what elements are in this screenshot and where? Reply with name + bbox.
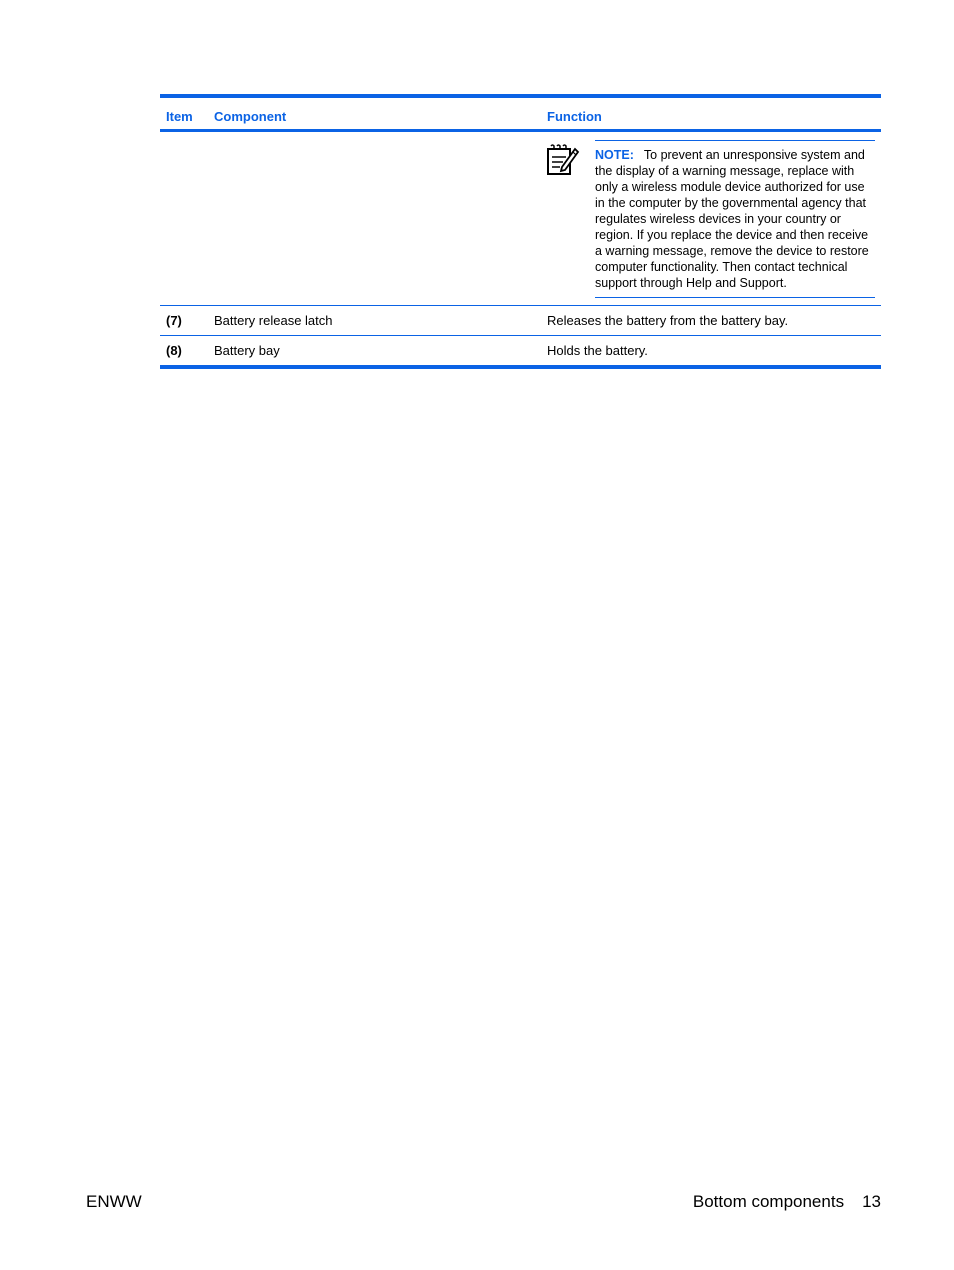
components-table [160,94,881,369]
note-row [160,132,881,306]
row-function: Releases the battery from the battery bay. [547,313,789,328]
table-row [160,336,881,365]
footer-section [693,1192,881,1212]
note-text: To prevent an unresponsive system and the display of a warning message, replace with only a wireless module device authorized for use in the computer by the governmental agency that regulates wireless devices in your country or region. If you replace the device and then receive a warning message, remove the device to restore computer functionality. Then contact technical support through Help and Support. [595,148,869,290]
note-label: NOTE: [595,148,634,162]
note-callout [595,140,875,298]
row-item-number: (7) [166,313,182,328]
footer-section-title: Bottom components [692,1192,845,1211]
row-function: Holds the battery. [547,343,648,358]
row-component: Battery release latch [214,313,333,328]
table-header-row [160,98,881,132]
row-component: Battery bay [214,343,280,358]
note-pad-icon [546,143,580,177]
header-function: Function [547,109,602,124]
page-number: 13 [862,1192,881,1211]
table-row [160,306,881,336]
header-item: Item [166,109,193,124]
header-component: Component [214,109,287,124]
table-bottom-rule [160,365,881,369]
row-item-number: (8) [166,343,182,358]
footer-doc-code: ENWW [86,1192,142,1211]
